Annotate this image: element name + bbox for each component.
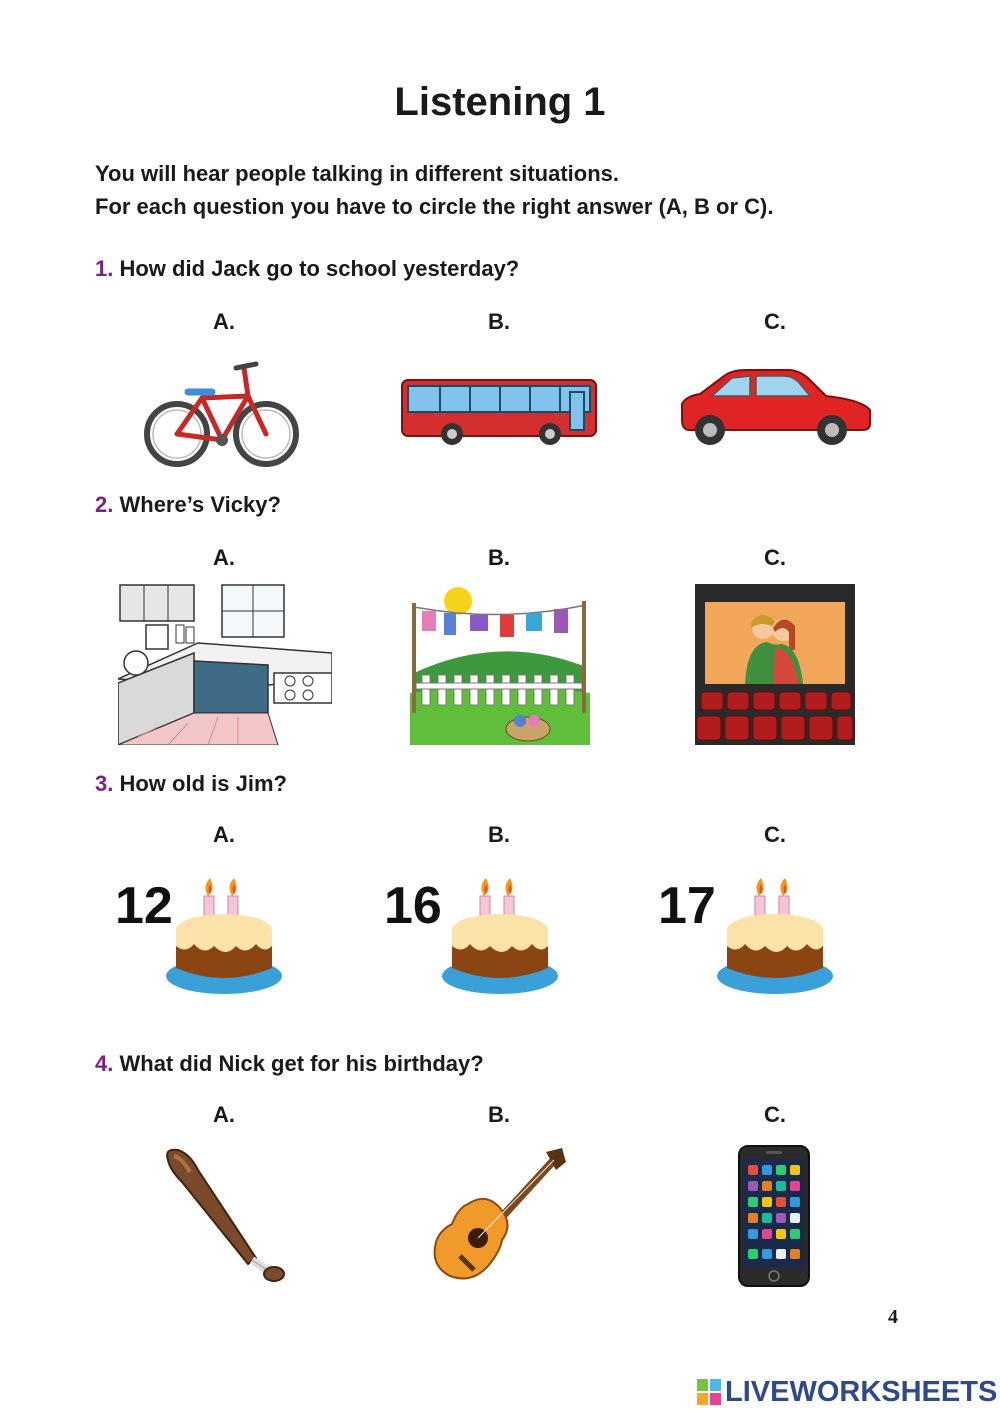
- question-1: [95, 256, 519, 282]
- bus-image[interactable]: [400, 378, 598, 446]
- age-number: 12: [115, 877, 173, 935]
- option-label-b[interactable]: B.: [488, 309, 510, 334]
- birthday-cake-image[interactable]: [164, 868, 286, 998]
- question-2: [95, 492, 281, 518]
- cinema-image[interactable]: [695, 584, 855, 745]
- option-label-b[interactable]: B.: [488, 1102, 510, 1127]
- instructions: [95, 157, 915, 223]
- age-number: 17: [658, 877, 716, 935]
- question-text: Where’s Vicky?: [119, 492, 281, 517]
- option-label-c[interactable]: C.: [764, 309, 786, 334]
- page-title: Listening 1: [394, 80, 606, 124]
- option-label-a[interactable]: A.: [213, 545, 235, 570]
- age-number: 16: [384, 877, 442, 935]
- birthday-cake-image[interactable]: [440, 868, 562, 998]
- option-label-a[interactable]: A.: [213, 822, 235, 847]
- bicycle-image[interactable]: [144, 360, 302, 470]
- question-number: 1.: [95, 256, 114, 281]
- option-label-c[interactable]: C.: [764, 1102, 786, 1127]
- guitar-image[interactable]: [430, 1146, 568, 1286]
- smartphone-image[interactable]: [738, 1145, 810, 1287]
- option-label-b[interactable]: B.: [488, 545, 510, 570]
- question-4: [95, 1051, 484, 1077]
- brand-name: LIVEWORKSHEETS: [725, 1375, 998, 1408]
- brand-logo: [697, 1374, 997, 1410]
- question-number: 4.: [95, 1051, 114, 1076]
- car-image[interactable]: [676, 368, 874, 448]
- instruction-line: You will hear people talking in different situations.: [95, 161, 619, 186]
- option-label-a[interactable]: A.: [213, 1102, 235, 1127]
- birthday-cake-image[interactable]: [715, 868, 837, 998]
- question-number: 2.: [95, 492, 114, 517]
- option-label-c[interactable]: C.: [764, 822, 786, 847]
- page-number: 4: [888, 1306, 898, 1328]
- question-3: [95, 771, 287, 797]
- baseball-bat-image[interactable]: [160, 1146, 286, 1286]
- instruction-line: For each question you have to circle the right answer (A, B or C).: [95, 194, 774, 219]
- question-text: How old is Jim?: [119, 771, 287, 796]
- liveworksheets-icon: [697, 1379, 721, 1405]
- garden-image[interactable]: [410, 583, 590, 745]
- question-number: 3.: [95, 771, 114, 796]
- kitchen-image[interactable]: [118, 583, 332, 745]
- option-label-a[interactable]: A.: [213, 309, 235, 334]
- option-label-b[interactable]: B.: [488, 822, 510, 847]
- question-text: What did Nick get for his birthday?: [119, 1051, 484, 1076]
- option-label-c[interactable]: C.: [764, 545, 786, 570]
- question-text: How did Jack go to school yesterday?: [119, 256, 520, 281]
